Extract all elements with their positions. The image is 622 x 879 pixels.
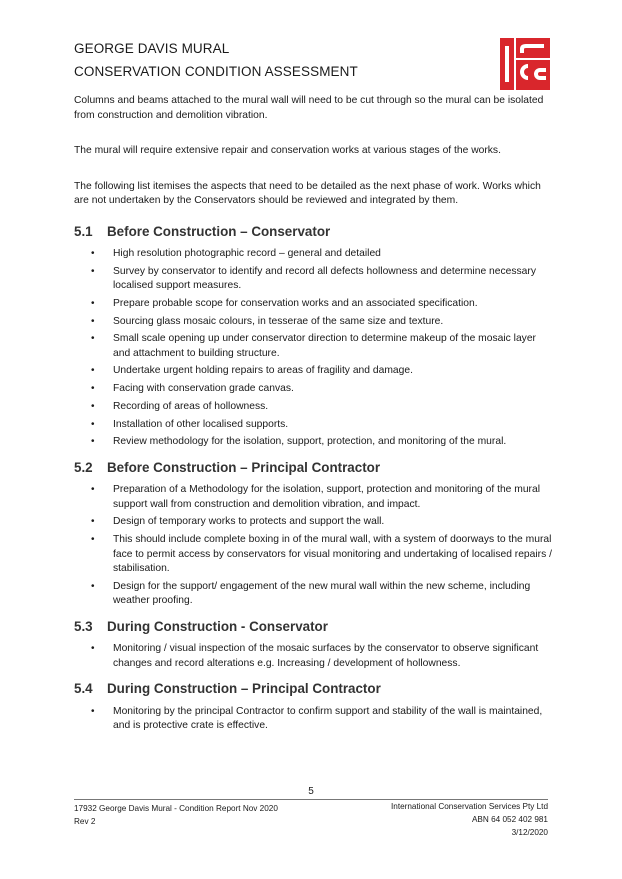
- footer-right: [391, 800, 548, 839]
- bullet-list: [74, 483, 554, 609]
- section-title: Before Construction – Conservator: [107, 223, 331, 239]
- section-number: 5.2: [74, 459, 93, 475]
- list-item: • Preparation of a Methodology for the isolation, support, protection and monitoring of the mural support wall from construction and demolition vibration, and impact.: [74, 483, 554, 512]
- ics-logo-icon: [500, 38, 550, 90]
- list-item: • Monitoring / visual inspection of the mosaic surfaces by the conservator to observe significant changes and record alterations e.g. Increasing / development of hollowness.: [74, 642, 554, 671]
- list-item: • Design for the support/ engagement of the new mural wall within the new scheme, including weather proofing.: [74, 580, 554, 609]
- list-item: • Recording of areas of hollowness.: [74, 400, 554, 415]
- intro-paragraph-1: Columns and beams attached to the mural wall will need to be cut through so the mural can be isolated from construction and demolition vibration.: [74, 95, 544, 121]
- section-title: During Construction - Conservator: [107, 618, 328, 634]
- footer-company: International Conservation Services Pty Ltd: [390, 802, 548, 811]
- list-item: • High resolution photographic record – general and detailed: [74, 247, 554, 262]
- bullet-list: [74, 642, 554, 671]
- section-title: During Construction – Principal Contractor: [107, 681, 381, 697]
- footer-date: 3/12/2020: [511, 828, 548, 837]
- bullet-list: [74, 247, 554, 450]
- header-title-line1: GEORGE DAVIS MURAL: [74, 41, 230, 56]
- list-item: • Survey by conservator to identify and record all defects hollowness and determine necessary localised support measures.: [74, 265, 554, 294]
- list-item: • Prepare probable scope for conservation works and an associated specification.: [74, 297, 554, 312]
- list-item: • Facing with conservation grade canvas.: [74, 382, 554, 397]
- page-number: 5: [308, 786, 314, 797]
- section-number: 5.4: [74, 681, 93, 697]
- bullet-list: [74, 705, 554, 734]
- list-item: • Monitoring by the principal Contractor to confirm support and stability of the wall is maintained, and is protective crate is effective.: [74, 705, 554, 734]
- section-heading: [74, 225, 554, 240]
- document-header: [74, 37, 358, 83]
- section-5-1: [74, 225, 554, 450]
- list-item: • Design of temporary works to protects and support the wall.: [74, 515, 554, 530]
- list-item: • Sourcing glass mosaic colours, in tesserae of the same size and texture.: [74, 315, 554, 330]
- intro-paragraph-3: The following list itemises the aspects that need to be detailed as the next phase of work. Works which are not undertaken by the Conservators should be reviewed and integrated by them.: [74, 180, 541, 206]
- section-title: Before Construction – Principal Contractor: [107, 459, 381, 475]
- footer-revision: Rev 2: [74, 816, 96, 826]
- section-heading: [74, 620, 554, 635]
- list-item: • This should include complete boxing in of the mural wall, with a system of doorways to the mural face to permit access by conservators for visual monitoring and undertaking of localised repairs / stabilisation.: [74, 533, 554, 577]
- footer-left: [74, 803, 278, 828]
- document-body: [74, 94, 554, 737]
- section-5-3: [74, 620, 554, 672]
- section-5-2: [74, 461, 554, 609]
- header-title-line2: CONSERVATION CONDITION ASSESSMENT: [74, 64, 358, 79]
- list-item: • Review methodology for the isolation, support, protection, and monitoring of the mural.: [74, 435, 554, 450]
- list-item: • Installation of other localised supports.: [74, 418, 554, 433]
- section-heading: [74, 682, 554, 697]
- section-number: 5.1: [74, 223, 93, 239]
- intro-paragraph-2: The mural will require extensive repair and conservation works at various stages of the works.: [74, 145, 501, 156]
- section-5-4: [74, 682, 554, 734]
- footer-abn: ABN 64 052 402 981: [471, 815, 548, 824]
- section-number: 5.3: [74, 618, 93, 634]
- list-item: • Undertake urgent holding repairs to areas of fragility and damage.: [74, 364, 554, 379]
- list-item: • Small scale opening up under conservator direction to determine makeup of the mosaic layer and attachment to building structure.: [74, 332, 554, 361]
- section-heading: [74, 461, 554, 476]
- footer-report-title: 17932 George Davis Mural - Condition Report Nov 2020: [74, 804, 278, 813]
